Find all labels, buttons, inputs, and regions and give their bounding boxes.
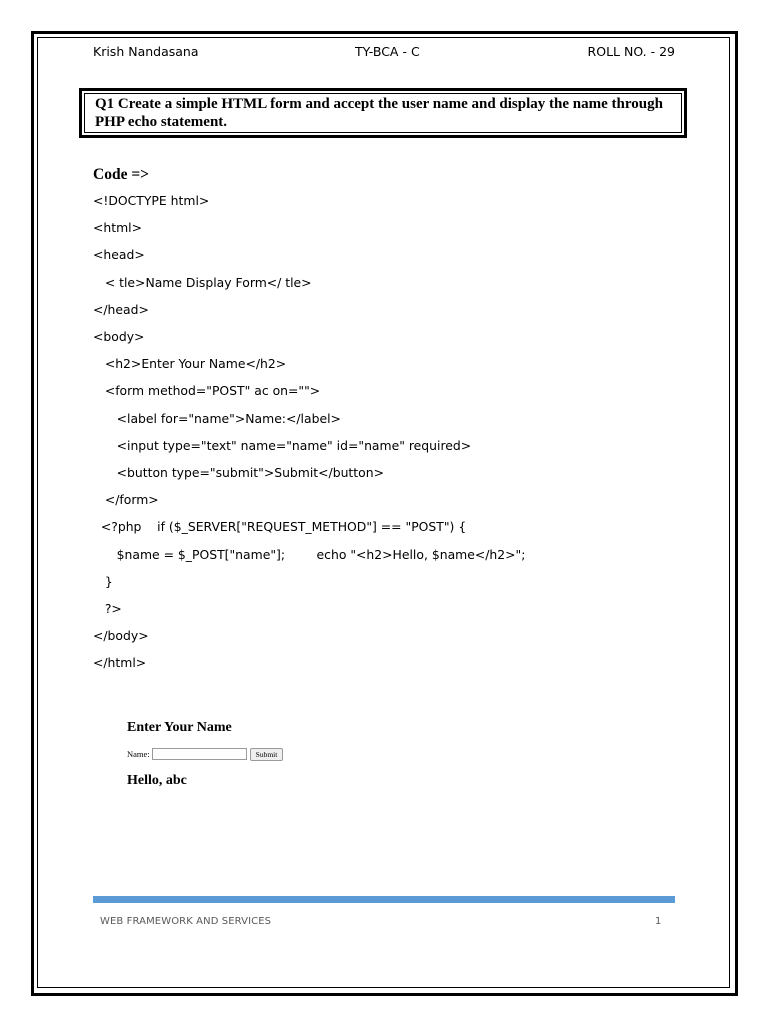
- question-text: Q1 Create a simple HTML form and accept the user name and display the name through PHP echo statement.: [95, 96, 663, 130]
- page-header: [93, 44, 675, 62]
- demo-submit-button[interactable]: Submit: [250, 748, 283, 761]
- code-line: <html>: [93, 220, 142, 236]
- code-heading: Code =>: [93, 166, 149, 183]
- code-line: <label for="name">Name:</label>: [93, 410, 341, 426]
- footer-title: WEB FRAMEWORK AND SERVICES: [100, 916, 272, 927]
- code-line: <form method="POST" ac on="">: [93, 383, 321, 399]
- demo-name-label: Name:: [127, 749, 150, 759]
- code-line: ?>: [93, 601, 122, 616]
- code-line: <input type="text" name="name" id="name" required>: [93, 437, 472, 453]
- code-line: <button type="submit">Submit</button>: [93, 465, 384, 480]
- code-line: < tle>Name Display Form</ tle>: [93, 274, 312, 290]
- code-line: <?php if ($_SERVER["REQUEST_METHOD"] == "POST") {: [93, 519, 467, 535]
- code-line: <h2>Enter Your Name</h2>: [93, 356, 287, 372]
- demo-name-input[interactable]: [152, 748, 247, 760]
- code-line: </form>: [93, 492, 159, 508]
- demo-output: Hello, abc: [127, 773, 187, 788]
- code-line: </html>: [93, 655, 147, 671]
- code-line: </body>: [93, 628, 149, 644]
- page-number: 1: [655, 916, 662, 927]
- code-line: }: [93, 573, 113, 589]
- footer-rule: [93, 896, 675, 903]
- student-name: Krish Nandasana: [93, 44, 199, 59]
- code-line: <body>: [93, 329, 145, 344]
- roll-number: ROLL NO. - 29: [587, 44, 675, 59]
- code-line: $name = $_POST["name"]; echo "<h2>Hello, $name</h2>";: [93, 546, 526, 562]
- question-box: [79, 88, 687, 138]
- code-line: <!DOCTYPE html>: [93, 193, 210, 208]
- code-line: <head>: [93, 247, 145, 263]
- code-line: </head>: [93, 301, 149, 317]
- class-label: TY-BCA - C: [355, 44, 420, 59]
- demo-title: Enter Your Name: [127, 720, 232, 735]
